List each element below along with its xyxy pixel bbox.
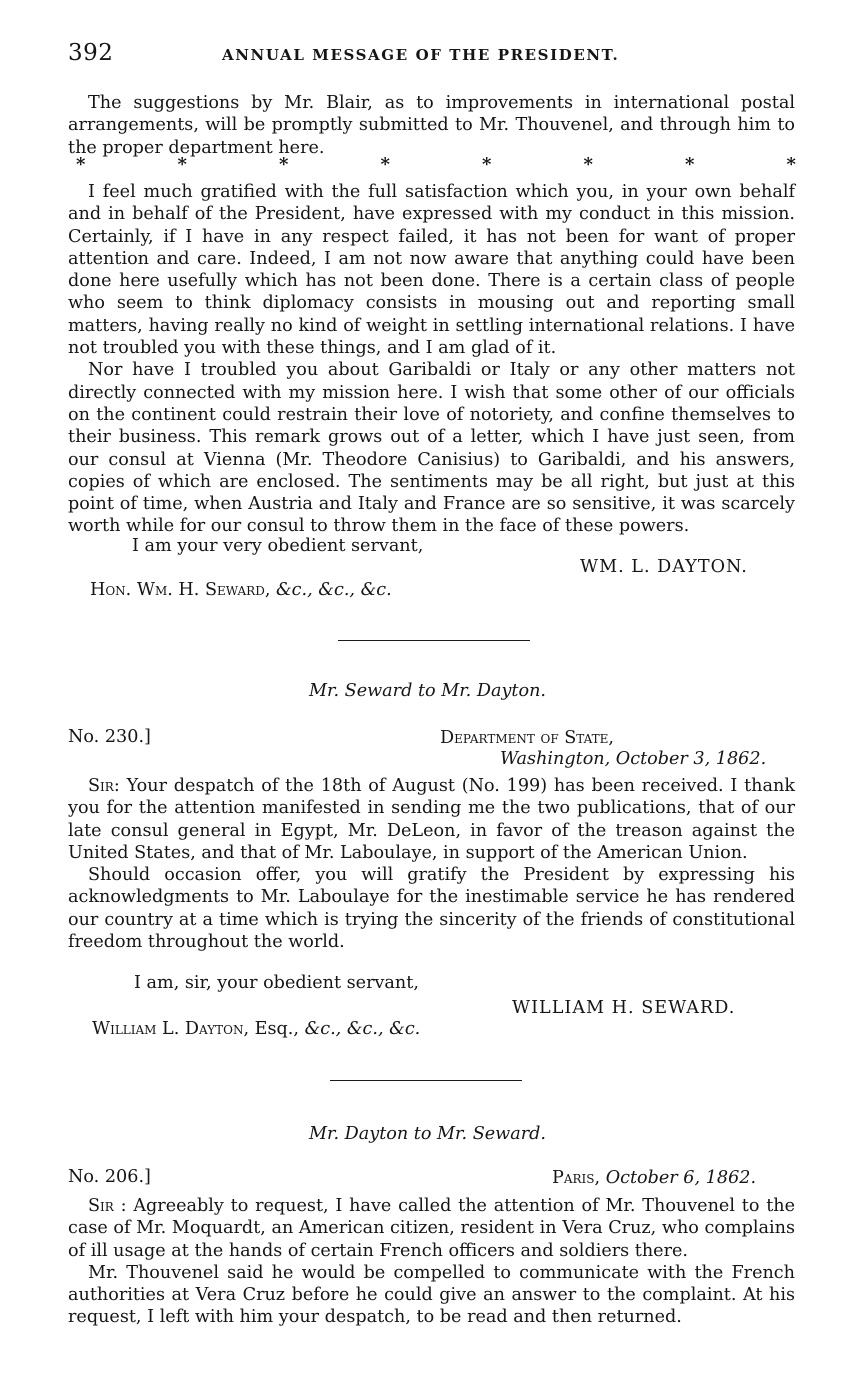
star: * bbox=[380, 154, 390, 175]
place: Paris, bbox=[552, 1168, 601, 1188]
star: * bbox=[76, 154, 86, 175]
letter1-signature: WM. L. DAYTON. bbox=[580, 557, 748, 577]
letter2-number: No. 230.] bbox=[68, 727, 151, 747]
page-number: 392 bbox=[68, 40, 114, 66]
star: * bbox=[786, 154, 796, 175]
star: * bbox=[685, 154, 695, 175]
letter2-closing: I am, sir, your obedient servant, bbox=[134, 973, 419, 993]
letter2-paragraph1 bbox=[68, 775, 795, 864]
addressee-name: William L. Dayton, bbox=[92, 1019, 250, 1039]
addressee-name: Hon. Wm. H. Seward, bbox=[90, 580, 271, 600]
letter2-department: Department of State, bbox=[440, 728, 614, 748]
letter3-place-date bbox=[552, 1168, 756, 1188]
star: * bbox=[279, 154, 289, 175]
date: October 6, 1862. bbox=[605, 1168, 757, 1188]
letter3-paragraph1-text: Agreeably to request, I have called the attention of Mr. Thouvenel to the case of Mr. Moquardt, an American citizen, resident in Vera Cruz, who complains of ill usage at the hands of certain French officers and soldiers there. bbox=[68, 1196, 796, 1261]
running-title: ANNUAL MESSAGE OF THE PRESIDENT. bbox=[222, 46, 620, 64]
letter2-body bbox=[68, 775, 795, 953]
letter2-place-date: Washington, October 3, 1862. bbox=[500, 749, 767, 769]
star: * bbox=[482, 154, 492, 175]
star: * bbox=[177, 154, 187, 175]
section-divider bbox=[330, 1080, 522, 1081]
letter2-paragraph1-text: Your despatch of the 18th of August (No. 199) has been received. I thank you for the attention manifested in sending me the two publications, that of our late consul general in Egypt, Mr. DeLeon, in favor of the treason against the United States, and that of Mr. Laboulaye, in support of the American Union. bbox=[68, 776, 795, 863]
letter1-closing: I am your very obedient servant, bbox=[132, 536, 424, 556]
addressee-etc: &c., &c., &c. bbox=[304, 1019, 421, 1039]
letter2-signature: WILLIAM H. SEWARD. bbox=[512, 998, 736, 1018]
letter2-paragraph2: Should occasion offer, you will gratify the President by expressing his acknowledgments to Mr. Laboulaye for the inestimable service he has rendered our country at a time which is trying the sincerity of the friends of constitutional freedom throughout the world. bbox=[68, 865, 795, 953]
letter1-addressee bbox=[90, 580, 392, 600]
letter3-paragraph2: Mr. Thouvenel said he would be compelled to communicate with the French authorities at Vera Cruz before he could give an answer to the complaint. At his request, I left with him your despatch, to be read and then returned. bbox=[68, 1262, 795, 1328]
letter3-heading: Mr. Dayton to Mr. Seward. bbox=[308, 1124, 546, 1144]
letter3-number: No. 206.] bbox=[68, 1167, 151, 1187]
letter1-paragraph1: The suggestions by Mr. Blair, as to improvements in international postal arrangements, will be promptly submitted to Mr. Thouvenel, and through him to the proper department here. bbox=[68, 93, 795, 158]
letter3-paragraph1 bbox=[68, 1195, 795, 1262]
letter1-paragraph2: I feel much gratified with the full satisfaction which you, in your own behalf and in behalf of the President, have expressed with my conduct in this mission. Certainly, if I have in any respect failed, it has not been for want of proper attention and care. Indeed, I am not now aware that anything could have been done here usefully which has not been done. There is a certain class of people who seem to think diplomacy consists in mousing out and reporting small matters, having really no kind of weight in settling international relations. I have not troubled you with these things, and I am glad of it. bbox=[68, 182, 795, 359]
letter2-addressee bbox=[92, 1019, 420, 1039]
salutation: Sir: bbox=[88, 776, 120, 796]
letter3-body bbox=[68, 1195, 795, 1329]
salutation: Sir : bbox=[88, 1196, 127, 1216]
letter2-heading: Mr. Seward to Mr. Dayton. bbox=[308, 681, 546, 701]
section-divider bbox=[338, 640, 530, 641]
star: * bbox=[583, 154, 593, 175]
addressee-title: Esq., bbox=[254, 1019, 299, 1039]
letter1-body bbox=[68, 181, 795, 538]
letter1-paragraph3: Nor have I troubled you about Garibaldi or Italy or any other matters not directly connected with my mission here. I wish that some other of our officials on the continent could restrain their love of notoriety, and confine themselves to their business. This remark grows out of a letter, which I have just seen, from our consul at Vienna (Mr. Theodore Canisius) to Garibaldi, and his answers, copies of which are enclosed. The sentiments may be all right, but just at this point of time, when Austria and Italy and France are so sensitive, it was scarcely worth while for our consul to throw them in the face of these powers. bbox=[68, 360, 795, 537]
letter1-paragraph1-block bbox=[68, 92, 795, 159]
ellipsis-stars bbox=[76, 154, 796, 175]
addressee-etc: &c., &c., &c. bbox=[276, 580, 392, 600]
